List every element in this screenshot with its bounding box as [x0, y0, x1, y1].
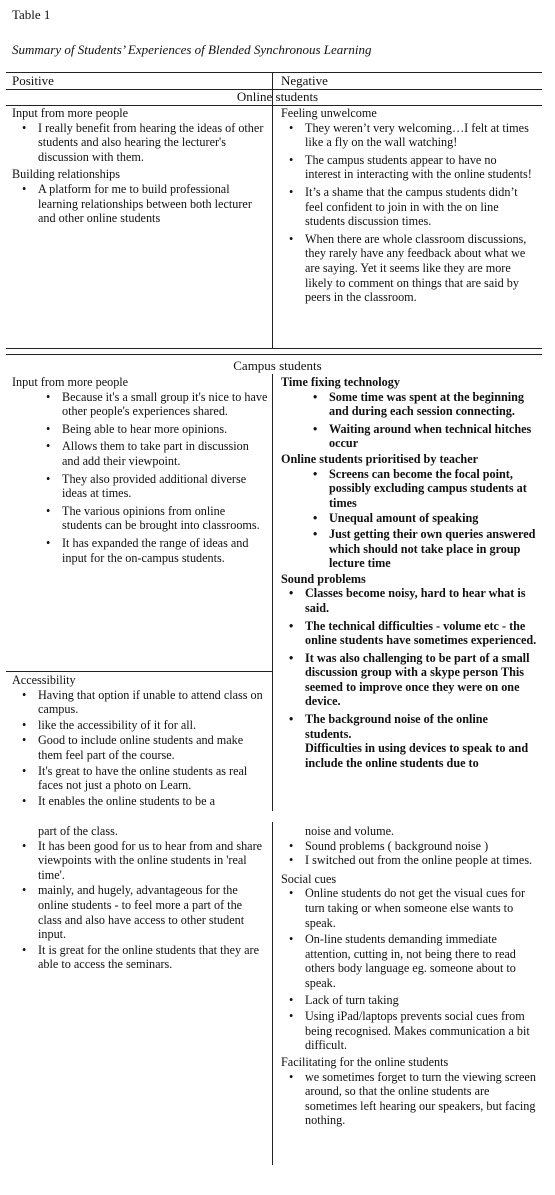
group-heading: Facilitating for the online students	[281, 1054, 449, 1069]
list-item: • I switched out from the online people at times.	[289, 853, 533, 868]
online-negative-cell	[281, 106, 535, 308]
group-heading: Sound problems	[281, 571, 366, 586]
group-heading: Online students prioritised by teacher	[281, 451, 479, 466]
list-item: • On-line students demanding immediate attention, cutting in, not being there to read others body language eg. someone about to speak.	[289, 932, 516, 990]
list-item: • They weren’t very welcoming…I felt at times like a fly on the wall watching!	[289, 120, 529, 150]
online-section-title: Online students	[236, 89, 319, 104]
list-item: • Having that option if unable to attend class on campus.	[22, 687, 263, 717]
list-item: • It has been good for us to hear from and share viewpoints with the online students in 'real time'.	[22, 838, 263, 882]
campus-divider-a	[272, 374, 273, 811]
campus-section-title: Campus students	[233, 358, 322, 373]
group-heading: Input from more people	[12, 106, 129, 120]
column-negative: Negative	[281, 73, 328, 88]
list-item: • Lack of turn taking	[289, 992, 399, 1007]
list-item: • Unequal amount of speaking	[313, 511, 479, 526]
list-item: • A platform for me to build professional learning relationships between both lecturer and other online students	[22, 181, 252, 226]
table-label: Table 1	[12, 7, 51, 22]
campus-positive-input-cell	[12, 375, 268, 568]
column-positive: Positive	[12, 73, 54, 88]
campus-positive-continued-cell	[12, 824, 268, 973]
continued-text: noise and volume.	[305, 824, 395, 838]
online-positive-cell	[12, 106, 268, 229]
top-rule	[6, 72, 542, 73]
list-item: • Because it's a small group it's nice to have other people's experiences shared.	[46, 389, 268, 419]
group-heading: Time fixing technology	[281, 375, 400, 389]
list-item: • we sometimes forget to turn the viewing screen around, so that the online students are sometimes left hearing our speakers, but facing nothing.	[289, 1069, 536, 1128]
list-item: • Being able to hear more opinions.	[46, 421, 228, 436]
list-item: • Some time was spent at the beginning and during each session connecting.	[313, 389, 525, 419]
online-divider	[272, 105, 273, 348]
list-item: • Online students do not get the visual cues for turn taking or when someone else wants to speak.	[289, 886, 526, 930]
list-item: • It enables the online students to be a	[22, 793, 216, 808]
list-item: • Allows them to take part in discussion and add their viewpoint.	[46, 439, 249, 468]
list-item: • Just getting their own queries answered which should not take place in group lecture time	[313, 526, 536, 571]
group-heading: Feeling unwelcome	[281, 106, 377, 120]
list-item: • mainly, and hugely, advantageous for the online students - to feel more a part of the class and also have access to other student input.	[22, 883, 245, 942]
list-item: • I really benefit from hearing the ideas of other students and also hearing the lecturer's discussion with them.	[22, 120, 264, 164]
campus-negative-continued-cell	[281, 824, 537, 1131]
list-item: • Screens can become the focal point, possibly excluding campus students at times	[313, 466, 527, 510]
list-item: • Waiting around when technical hitches occur	[313, 421, 532, 451]
section-rule-a	[6, 348, 542, 349]
list-item: • It's great to have the online students as real faces not just a photo on Learn.	[22, 763, 248, 793]
list-item: • When there are whole classroom discussions, they rarely have any feedback about what we are saying. Yet it seems like they are more likely to comment on things that are said by peers in the classroom.	[289, 231, 527, 305]
list-item: • It was also challenging to be part of a small discussion group with a skype person This seemed to improve once they were on one device.	[289, 650, 530, 709]
list-item: • Good to include online students and make them feel part of the course.	[22, 733, 244, 762]
group-heading: Accessibility	[12, 673, 76, 687]
list-item: • Sound problems ( background noise )	[289, 838, 489, 853]
list-item: • The technical difficulties - volume etc - the online students have sometimes experienced.	[289, 618, 537, 648]
list-item: • The background noise of the online students. Difficulties in using devices to speak to and include the online students due to	[289, 712, 529, 770]
group-heading: Building relationships	[12, 167, 120, 182]
list-item: • like the accessibility of it for all.	[22, 717, 197, 732]
campus-positive-accessibility-cell	[12, 673, 268, 809]
list-item: • Classes become noisy, hard to hear what is said.	[289, 586, 526, 615]
list-item: • Using iPad/laptops prevents social cues from being recognised. Makes communication a bit difficult.	[289, 1009, 530, 1053]
list-item: • The various opinions from online students can be brought into classrooms.	[46, 503, 260, 533]
campus-negative-cell	[281, 375, 537, 773]
list-item: • It’s a shame that the campus students didn’t feel confident to join in with the on line students discussion times.	[289, 184, 518, 229]
group-heading: Input from more people	[12, 375, 129, 389]
table-caption: Summary of Students’ Experiences of Blended Synchronous Learning	[12, 42, 372, 57]
list-item: • It has expanded the range of ideas and input for the on-campus students.	[46, 535, 249, 565]
continued-text: part of the class.	[38, 824, 118, 838]
list-item: • It is great for the online students that they are able to access the seminars.	[22, 942, 259, 972]
section-rule-b	[6, 354, 542, 355]
list-item: • The campus students appear to have no interest in interacting with the online students!	[289, 152, 532, 182]
group-heading: Social cues	[281, 871, 337, 886]
campus-divider-b	[272, 822, 273, 1165]
list-item: • They also provided additional diverse ideas at times.	[46, 471, 247, 501]
accessibility-rule	[6, 671, 272, 672]
